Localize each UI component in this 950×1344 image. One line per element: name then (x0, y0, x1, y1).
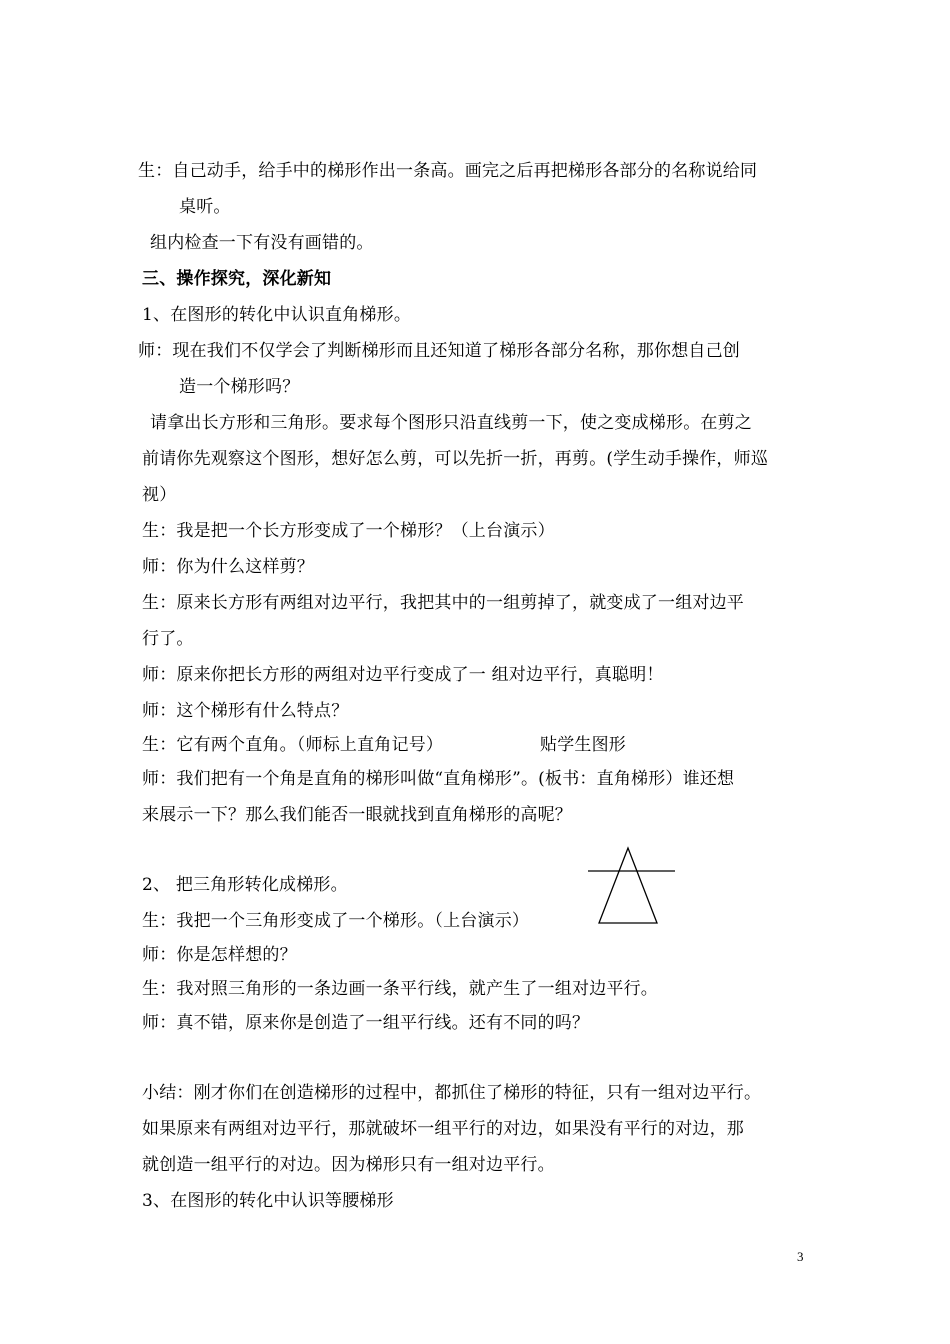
text-line: 小结：刚才你们在创造梯形的过程中，都抓住了梯形的特征，只有一组对边平行。 (142, 1083, 762, 1103)
text-line: 师：原来你把长方形的两组对边平行变成了一 组对边平行，真聪明！ (142, 665, 664, 685)
text-line: 前请你先观察这个图形，想好怎么剪，可以先折一折，再剪。(学生动手操作，师巡 (142, 449, 769, 469)
text-line: 就创造一组平行的对边。因为梯形只有一组对边平行。 (142, 1155, 555, 1175)
subsection-heading: 1、在图形的转化中认识直角梯形。 (142, 305, 412, 325)
text-line: 师：现在我们不仅学会了判断梯形而且还知道了梯形各部分名称，那你想自己创 (138, 341, 740, 361)
text-line: 造一个梯形吗？ (179, 377, 300, 397)
text-line: 师：真不错，原来你是创造了一组平行线。还有不同的吗？ (142, 1013, 590, 1033)
text-line: 生：自己动手，给手中的梯形作出一条高。画完之后再把梯形各部分的名称说给同 (138, 161, 758, 181)
text-line: 桌听。 (179, 197, 231, 217)
subsection-heading: 3、在图形的转化中认识等腰梯形 (142, 1191, 394, 1211)
text-line: 生：原来长方形有两组对边平行，我把其中的一组剪掉了，就变成了一组对边平 (142, 593, 744, 613)
text-line: 师：你为什么这样剪？ (142, 557, 314, 577)
text-line: 请拿出长方形和三角形。要求每个图形只沿直线剪一下，使之变成梯形。在剪之 (150, 413, 752, 433)
text-line: 生：我把一个三角形变成了一个梯形。（上台演示） (142, 911, 530, 931)
section-heading: 三、操作探究，深化新知 (142, 269, 332, 289)
annotation-note: 贴学生图形 (540, 735, 626, 755)
text-line: 生：它有两个直角。（师标上直角记号） (142, 735, 444, 755)
text-line: 来展示一下？那么我们能否一眼就找到直角梯形的高呢？ (142, 805, 572, 825)
text-line: 师：我们把有一个角是直角的梯形叫做“直角梯形”。(板书：直角梯形）谁还想 (142, 769, 735, 789)
page-number: 3 (797, 1249, 804, 1264)
text-line: 行了。 (142, 629, 194, 649)
text-line: 师：你是怎样想的？ (142, 945, 297, 965)
text-line: 组内检查一下有没有画错的。 (150, 233, 374, 253)
text-line: 师：这个梯形有什么特点？ (142, 701, 349, 721)
text-line: 生：我是把一个长方形变成了一个梯形？（上台演示） (142, 521, 555, 541)
triangle-shape (599, 848, 657, 923)
triangle-with-parallel-line-figure (585, 845, 680, 930)
text-line: 视） (142, 485, 177, 505)
text-line: 生：我对照三角形的一条边画一条平行线，就产生了一组对边平行。 (142, 979, 658, 999)
text-line: 如果原来有两组对边平行，那就破坏一组平行的对边，如果没有平行的对边，那 (142, 1119, 744, 1139)
subsection-heading: 2、 把三角形转化成梯形。 (142, 875, 348, 895)
